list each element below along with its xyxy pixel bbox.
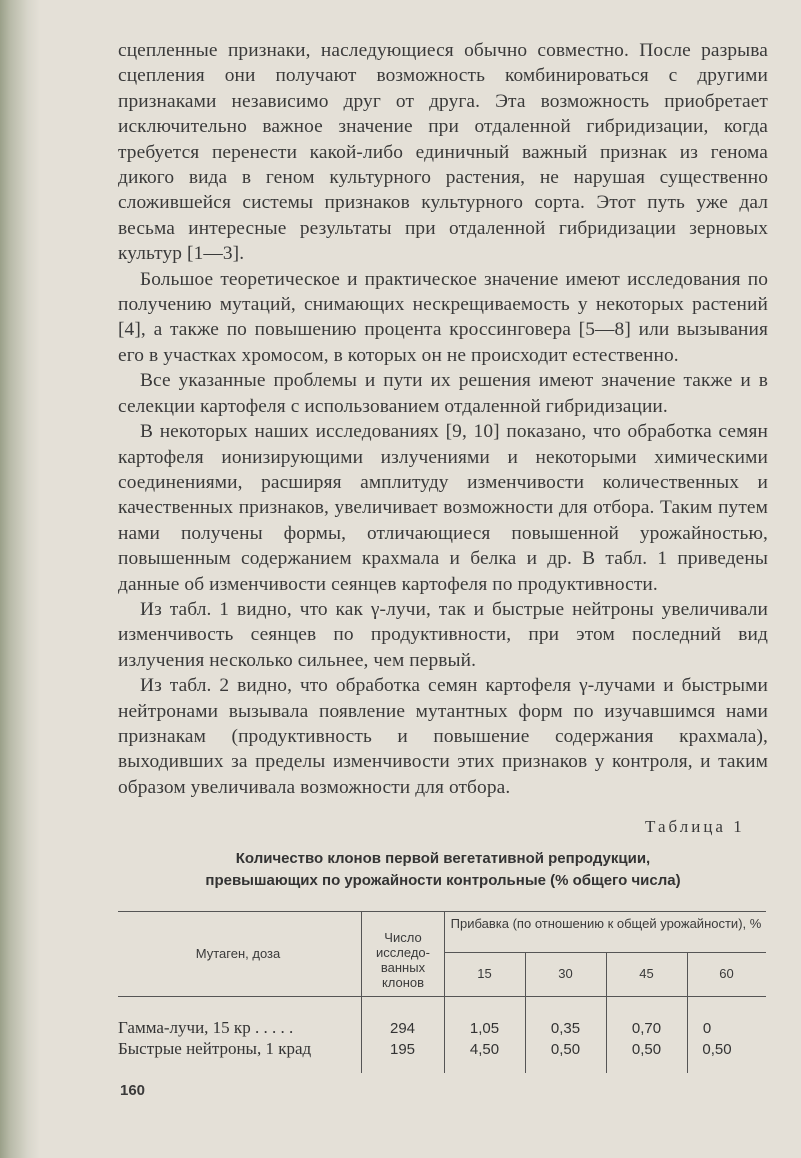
table-label: Таблица 1	[645, 817, 745, 836]
header-clones: Число исследо-ванных клонов	[376, 930, 430, 990]
table-cell-value: 0	[702, 1020, 712, 1037]
paragraph: Из табл. 2 видно, что обработка семян картофеля γ-лучами и быстрыми нейтронами вызывала появление мутантных форм по изучавшимся нами признакам (продуктивность и повышение содержания крахмала), выходивших за пределы изменчивости этих признаков у контроля, и таким образом увеличивала возможности для отбора.	[118, 675, 768, 798]
header-mutagen: Мутаген, доза	[195, 946, 281, 961]
header-level: 45	[639, 966, 654, 981]
table-cell-value: 1,05	[469, 1020, 500, 1037]
header-increase: Прибавка (по отношению к общей урожайности), %	[450, 916, 762, 931]
binding-shadow	[0, 0, 40, 1158]
table-cell-value: 4,50	[469, 1041, 500, 1058]
header-level: 15	[477, 966, 492, 981]
table-cell-mutagen: Гамма-лучи, 15 кр . . . . .	[118, 1018, 294, 1037]
table-header-rule	[118, 996, 766, 997]
paragraph: сцепленные признаки, наследующиеся обычно совместно. После разрыва сцепления они получают возможность комбинироваться с другими признаками независимо друг от друга. Эта возможность приобретает исключительно важное значение при отдаленной гибридизации, когда требуется перенести какой-либо единичный важный признак из генома дикого вида в геном культурного растения, не нарушая существенно сложившейся системы признаков культурного сорта. Этот путь уже дал весьма интересные результаты при отдаленной гибридизации зерновых культур [1—3].	[118, 40, 768, 265]
table-top-rule	[118, 911, 766, 912]
body-text	[118, 38, 768, 800]
table-caption-line: Количество клонов первой вегетативной репродукции,	[235, 850, 651, 867]
paragraph: Все указанные проблемы и пути их решения имеют значение также и в селекции картофеля с использованием отдаленной гибридизации.	[118, 370, 768, 417]
header-level: 60	[719, 966, 734, 981]
table-cell-value: 0,50	[550, 1041, 581, 1058]
table-cell-mutagen: Быстрые нейтроны, 1 крад	[118, 1039, 312, 1058]
table-cell-value: 0,70	[631, 1020, 662, 1037]
table-cell-clones: 195	[389, 1041, 416, 1058]
page-body	[118, 38, 768, 800]
header-level: 30	[558, 966, 573, 981]
table-subheader-rule	[444, 952, 766, 953]
table-cell-value: 0,50	[631, 1041, 662, 1058]
paragraph: Большое теоретическое и практическое значение имеют исследования по получению мутаций, снимающих нескрещиваемость у некоторых растений [4], а также по повышению процента кроссинговера [5—8] или вызывания его в участках хромосом, в которых он не происходит естественно.	[118, 268, 768, 366]
paragraph: Из табл. 1 видно, что как γ-лучи, так и быстрые нейтроны увеличивали изменчивость сеянцев по продуктивности, при этом последний вид излучения несколько сильнее, чем первый.	[118, 598, 768, 671]
table-cell-clones: 294	[389, 1020, 416, 1037]
table-caption-line: превышающих по урожайности контрольные (% общего числа)	[205, 872, 681, 889]
paragraph: В некоторых наших исследованиях [9, 10] показано, что обработка семян картофеля ионизирующими излучениями и некоторыми химическими соединениями, расширяя амплитуду изменчивости количественных и качественных признаков, увеличивает возможности для отбора. Таким путем нами получены формы, отличающиеся повышенной урожайностью, повышенным содержанием крахмала и белка и др. В табл. 1 приведены данные об изменчивости сеянцев картофеля по продуктивности.	[118, 421, 768, 595]
page-number: 160	[120, 1082, 146, 1099]
table-cell-value: 0,35	[550, 1020, 581, 1037]
table-caption	[118, 848, 768, 892]
table-cell-value: 0,50	[702, 1041, 732, 1058]
